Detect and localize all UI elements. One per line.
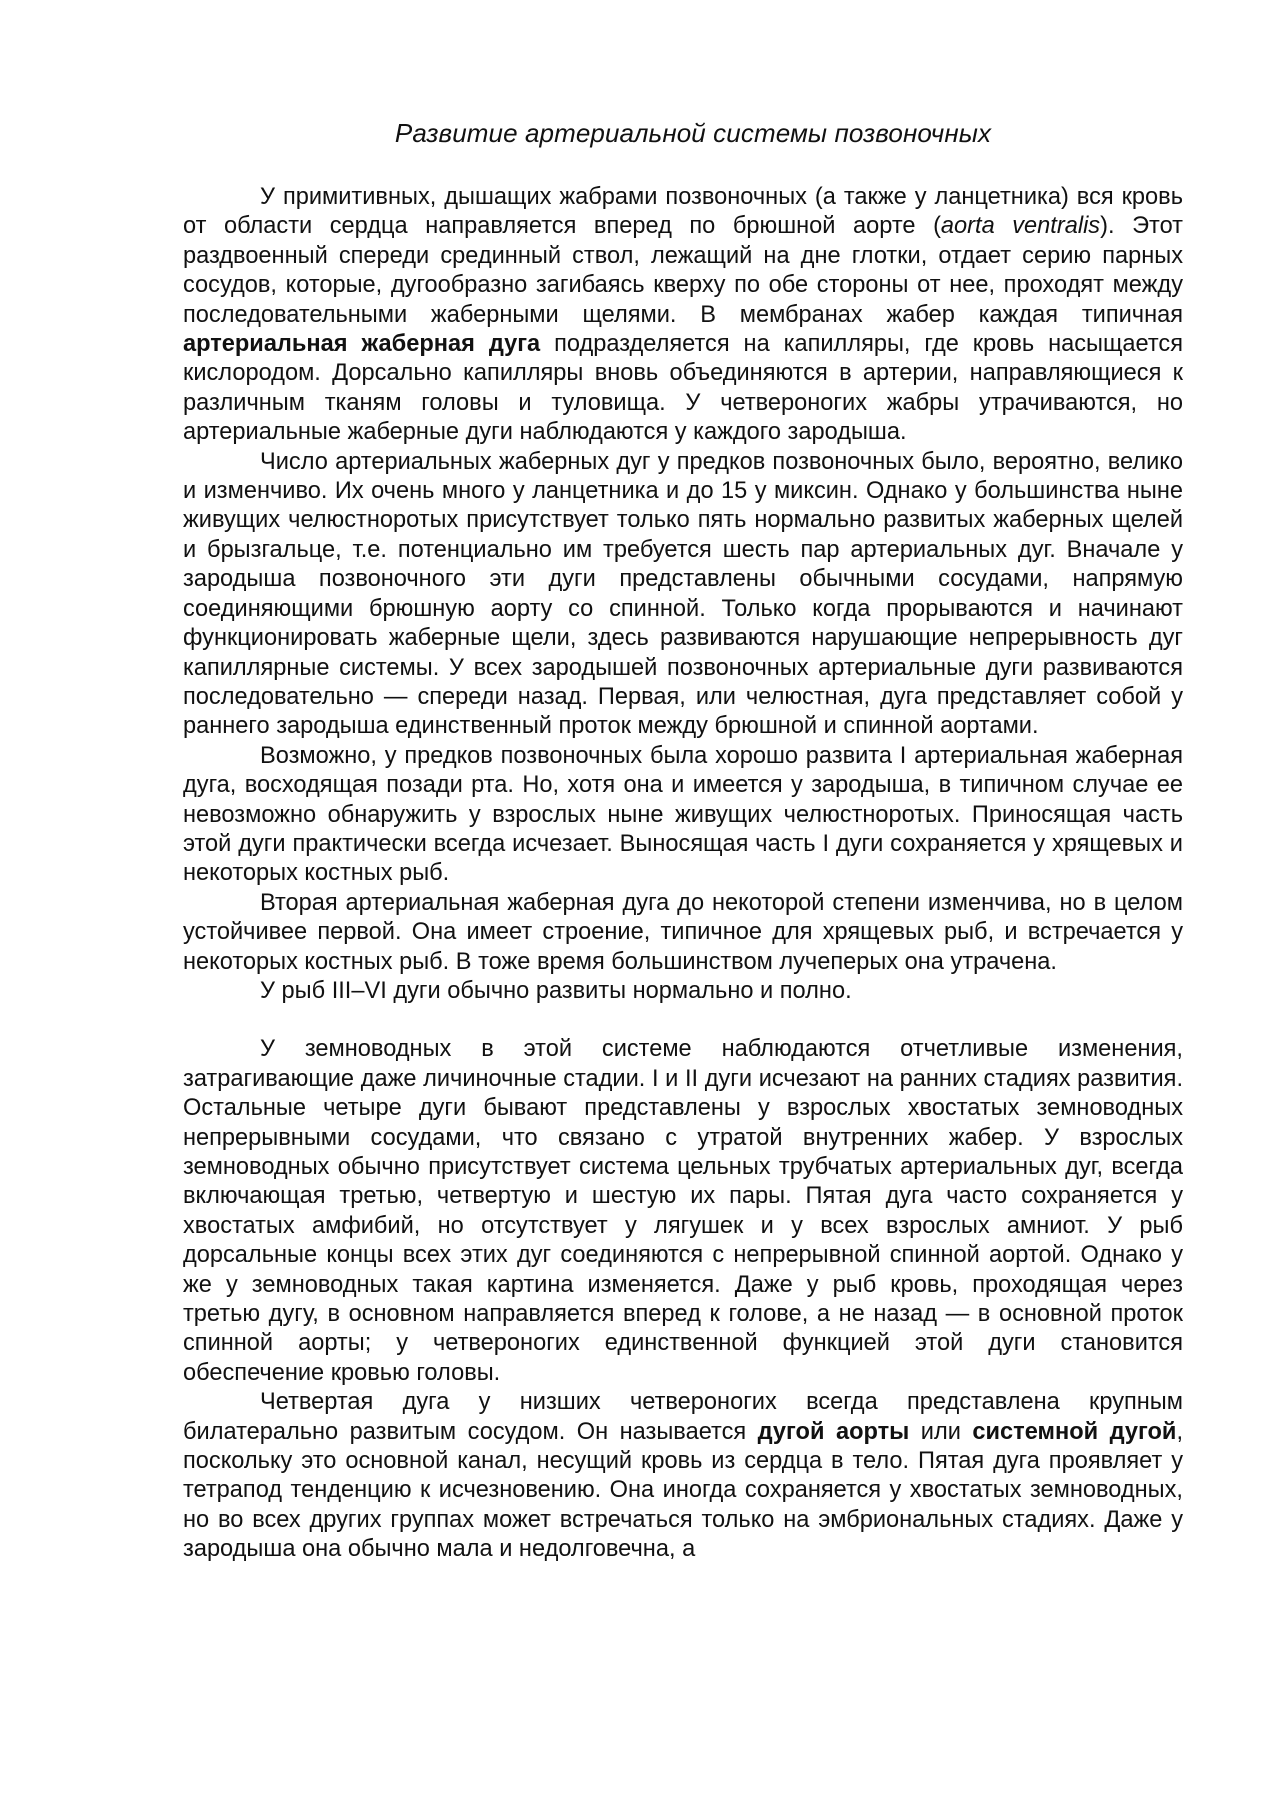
paragraph-text: У примитивных, дышащих жабрами позвоночных (а также у ланцетника) вся кровь от области сердца направляется вперед по брюшной аорте ( [183,184,1183,240]
paragraph-fourth-arch [183,1388,1183,1564]
paragraph-fish-arches: У рыб III–VI дуги обычно развиты нормально и полно. [260,977,852,1004]
paragraph-spacer [183,1006,1183,1035]
paragraph-text: Четвертая дуга у низших четвероногих всегда представлена крупным билатерально развитым сосудом. Он называется [183,1389,1183,1445]
bold-term: дугой аорты [757,1418,910,1445]
paragraph-text: , поскольку это основной канал, несущий кровь из сердца в тело. Пятая дуга проявляет у тетрапод тенденцию к исчезновению. Она иногда сохраняется у хвостатых земноводных, но во всех других группах может встречаться только на эмбриональных стадиях. Даже у зародыша она обычно мала и недолговечна, а [183,1418,1183,1563]
document-page [183,118,1183,1565]
document-title: Развитие артериальной системы позвоночных [394,118,992,148]
italic-term: aorta ventralis [940,213,1101,240]
paragraph-gill-arches-intro [183,183,1183,448]
bold-term: артериальная жаберная дуга [183,331,541,358]
paragraph-text: или [909,1418,973,1445]
paragraph-text: подразделяется на капилляры, где кровь насыщается кислородом. Дорсально капилляры вновь объединяются в артерии, направляющиеся к различным тканям головы и туловища. У четвероногих жабры утрачиваются, но артериальные жаберные дуги наблюдаются у каждого зародыша. [183,331,1183,446]
paragraph-second-arch: Вторая артериальная жаберная дуга до некоторой степени изменчива, но в целом устойчивее первой. Она имеет строение, типичное для хрящевых рыб, и встречается у некоторых костных рыб. В тоже время большинством лучеперых она утрачена. [183,889,1183,975]
bold-term: системной дугой [972,1418,1177,1445]
paragraph-text: ). Этот раздвоенный спереди срединный ствол, лежащий на дне глотки, отдает серию парных сосудов, которые, дугообразно загибаясь кверху по обе стороны от нее, проходят между последовательными жаберными щелями. В мембранах жабер каждая типичная [183,213,1183,328]
paragraph-first-arch: Возможно, у предков позвоночных была хорошо развита I артериальная жаберная дуга, восходящая позади рта. Но, хотя она и имеется у зародыша, в типичном случае ее невозможно обнаружить у взрослых ныне живущих челюстноротых. Приносящая часть этой дуги практически всегда исчезает. Выносящая часть I дуги сохраняется у хрящевых и некоторых костных рыб. [183,742,1183,887]
paragraph-number-of-arches: Число артериальных жаберных дуг у предков позвоночных было, вероятно, велико и изменчиво. Их очень много у ланцетника и до 15 у миксин. Однако у большинства ныне живущих челюстноротых присутствует только пять нормально развитых жаберных щелей и брызгальце, т.е. потенциально им требуется шесть пар артериальных дуг. Вначале у зародыша позвоночного эти дуги представлены обычными сосудами, напрямую соединяющими брюшную аорту со спинной. Только когда прорываются и начинают функционировать жаберные щели, здесь развиваются нарушающие непрерывность дуг капиллярные системы. У всех зародышей позвоночных артериальные дуги развиваются последовательно — спереди назад. Первая, или челюстная, дуга представляет собой у раннего зародыша единственный проток между брюшной и спинной аортами. [183,448,1183,740]
paragraph-amphibians: У земноводных в этой системе наблюдаются отчетливые изменения, затрагивающие даже личиночные стадии. I и II дуги исчезают на ранних стадиях развития. Остальные четыре дуги бывают представлены у взрослых хвостатых земноводных непрерывными сосудами, что связано с утратой внутренних жабер. У взрослых земноводных обычно присутствует система цельных трубчатых артериальных дуг, всегда включающая третью, четвертую и шестую их пары. Пятая дуга часто сохраняется у хвостатых амфибий, но отсутствует у лягушек и у всех взрослых амниот. У рыб дорсальные концы всех этих дуг соединяются с непрерывной спинной аортой. Однако у же у земноводных такая картина изменяется. Даже у рыб кровь, проходящая через третью дугу, в основном направляется вперед к голове, а не назад — в основной проток спинной аорты; у четвероногих единственной функцией этой дуги становится обеспечение кровью головы. [183,1036,1183,1386]
